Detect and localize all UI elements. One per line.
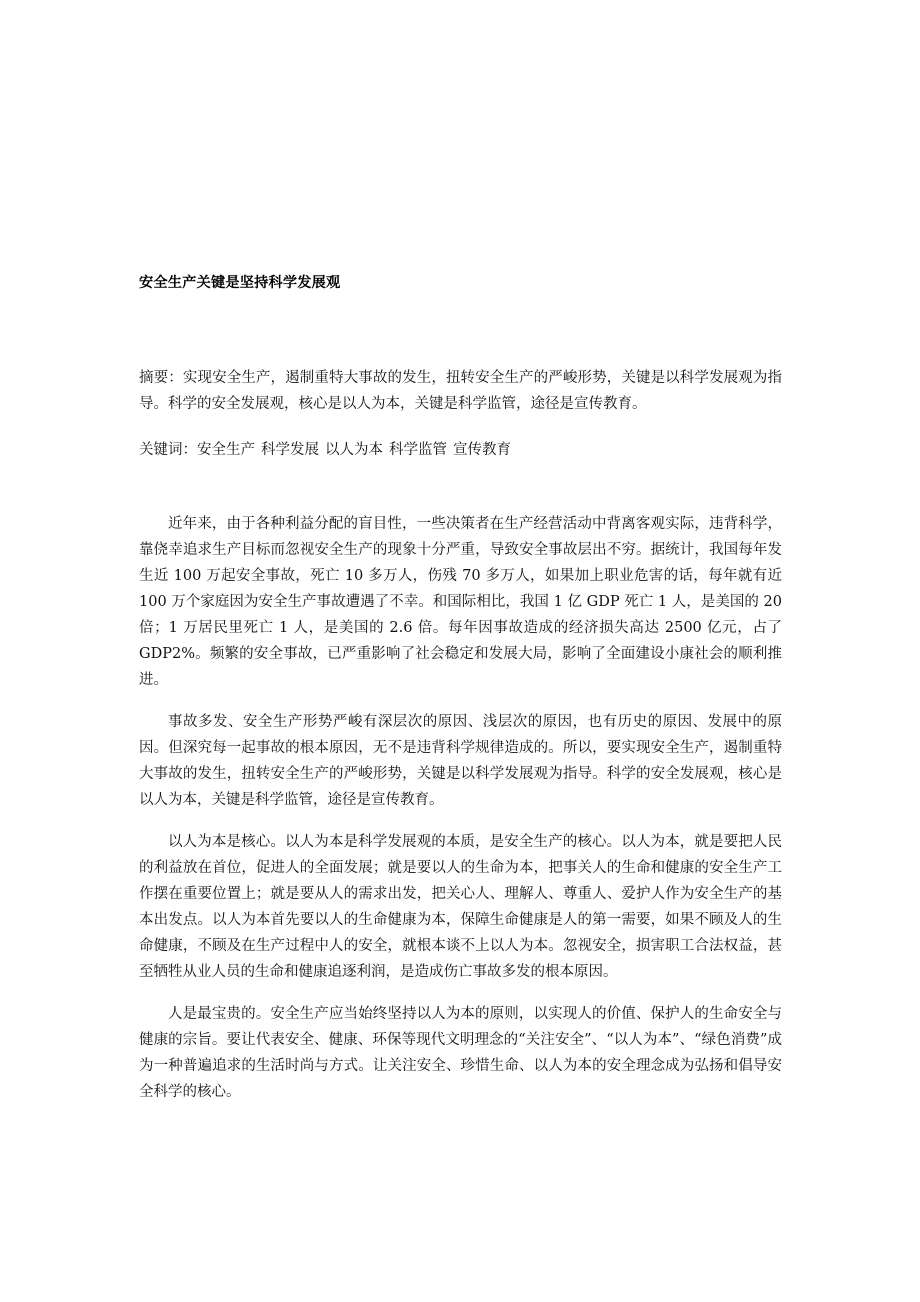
keyword: 以人为本 — [325, 442, 383, 458]
body-paragraph: 人是最宝贵的。安全生产应当始终坚持以人为本的原则，以实现人的价值、保护人的生命安全与健康的宗旨。要让代表安全、健康、环保等现代文明理念的“关注安全”、“以人为本”、“绿色消费”成为一种普遍追求的生活时尚与方式。让关注安全、珍惜生命、以人为本的安全理念成为弘扬和倡导安全科学的核心。 — [139, 1006, 782, 1100]
keyword: 科学监管 — [389, 442, 447, 458]
keyword: 科学发展 — [261, 442, 319, 458]
document-title: 安全生产关键是坚持科学发展观 — [139, 275, 341, 291]
keywords-label: 关键词： — [139, 442, 197, 458]
abstract-paragraph: 摘要：实现安全生产，遏制重特大事故的发生，扭转安全生产的严峻形势，关键是以科学发展观为指导。科学的安全发展观，核心是以人为本，关键是科学监管，途径是宣传教育。 — [139, 370, 782, 412]
body-paragraph: 事故多发、安全生产形势严峻有深层次的原因、浅层次的原因，也有历史的原因、发展中的原因。但深究每一起事故的根本原因，无不是违背科学规律造成的。所以，要实现安全生产，遏制重特大事故的发生，扭转安全生产的严峻形势，关键是以科学发展观为指导。科学的安全发展观，核心是以人为本，关键是科学监管，途径是宣传教育。 — [139, 714, 782, 808]
keyword: 安全生产 — [197, 442, 255, 458]
body-paragraph: 近年来，由于各种利益分配的盲目性，一些决策者在生产经营活动中背离客观实际，违背科学，靠侥幸追求生产目标而忽视安全生产的现象十分严重，导致安全事故层出不穷。据统计，我国每年发生近 100 万起安全事故，死亡 10 多万人，伤残 70 多万人，如果加上职业危害的话，每年就有近 100 万个家庭因为安全生产事故遭遇了不幸。和国际相比，我国 1 亿 GDP 死亡 1 人，是美国的 20 倍；1 万居民里死亡 1 人，是美国的 2.6 倍。每年因事故造成的经济损失高达 2500 亿元，占了 GDP2%。频繁的安全事故，已严重影响了社会稳定和发展大局，影响了全面建设小康社会的顺利推进。 — [139, 516, 782, 688]
body-paragraph: 以人为本是核心。以人为本是科学发展观的本质，是安全生产的核心。以人为本，就是要把人民的利益放在首位，促进人的全面发展；就是要以人的生命为本，把事关人的生命和健康的安全生产工作摆在重要位置上；就是要从人的需求出发，把关心人、理解人、尊重人、爱护人作为安全生产的基本出发点。以人为本首先要以人的生命健康为本，保障生命健康是人的第一需要，如果不顾及人的生命健康，不顾及在生产过程中人的安全，就根本谈不上以人为本。忽视安全，损害职工合法权益，甚至牺牲从业人员的生命和健康追逐利润，是造成伤亡事故多发的根本原因。 — [139, 834, 782, 980]
keywords-line — [139, 437, 782, 463]
document-page — [139, 0, 782, 1302]
keyword: 宣传教育 — [453, 442, 511, 458]
document-body — [139, 511, 782, 1121]
